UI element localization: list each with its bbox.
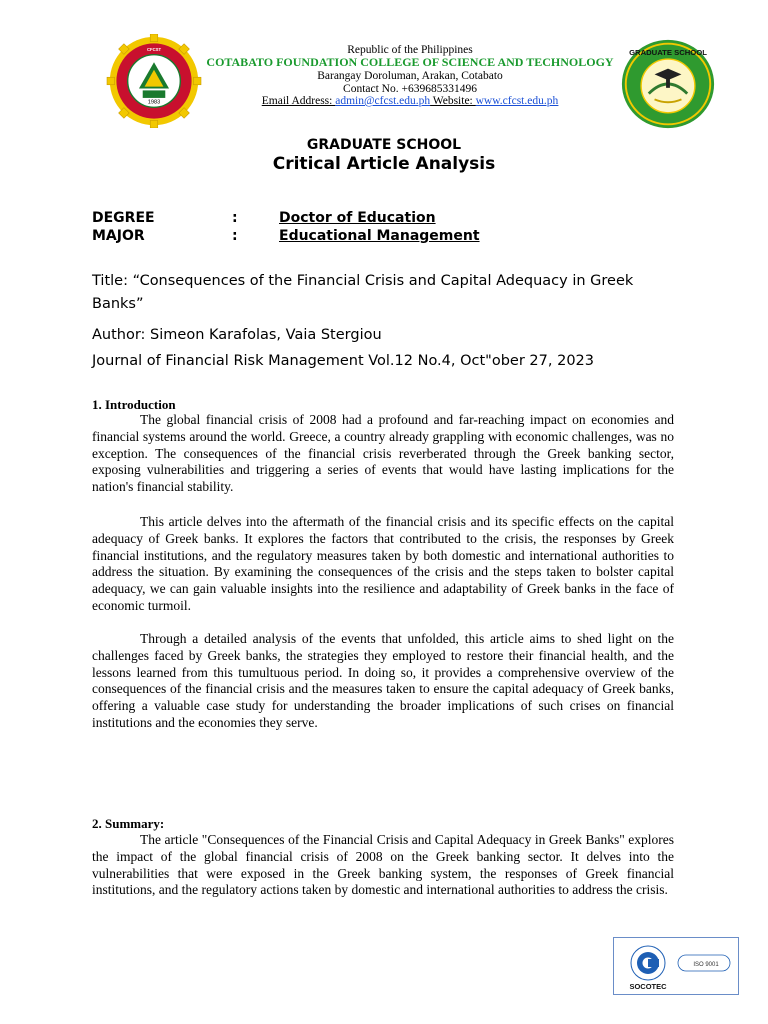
introduction-heading: 1. Introduction xyxy=(92,397,176,412)
summary-paragraph-1: The article "Consequences of the Financial Crisis and Capital Adequacy in Greek Banks" explores the impact of the global financial crisis of 2008 on the Greek banking sector. It delves into the vulnerabilities that were exposed in the Greek banking system, the responses of Greek financial institutions, and the regulatory actions taken by domestic and international authorities to address the crisis. xyxy=(92,832,674,898)
seal-year: 1983 xyxy=(147,99,161,106)
major-label: MAJOR xyxy=(92,228,145,244)
email-label: Email Address: xyxy=(261,95,336,107)
graduate-school-seal-logo xyxy=(618,36,718,132)
degree-colon: : xyxy=(232,210,238,226)
website-link[interactable]: www.cfcst.edu.ph xyxy=(475,95,559,107)
email-link[interactable]: admin@cfcst.edu.ph xyxy=(335,95,431,107)
gs-seal-label: GRADUATE SCHOOL xyxy=(629,48,707,58)
document-heading: Critical Article Analysis xyxy=(272,154,496,174)
socotec-certification-badge xyxy=(613,937,739,995)
header-college-name: COTABATO FOUNDATION COLLEGE OF SCIENCE AND TECHNOLOGY xyxy=(206,55,614,69)
article-title: Title: “Consequences of the Financial Crisis and Capital Adequacy in Greek Banks” xyxy=(92,273,634,312)
major-value: Educational Management xyxy=(279,228,480,244)
article-author: Author: Simeon Karafolas, Vaia Stergiou xyxy=(92,327,382,343)
introduction-paragraph-3: Through a detailed analysis of the events that unfolded, this article aims to shed light on the challenges faced by Greek banks, the strategies they employed to restore their financial health, and the lessons learned from this tumultuous period. In doing so, it provides a comprehensive overview of the consequences of the financial crisis and the measures taken to ensure the capital adequacy of Greek banks, offering a valuable case study for understanding the broader implications of such crises on financial institutions and the economies they serve. xyxy=(92,631,674,730)
header-republic: Republic of the Philippines xyxy=(347,44,473,56)
introduction-paragraph-2: This article delves into the aftermath of the financial crisis and its specific effects on the capital adequacy of Greek banks. It explores the factors that contributed to the crisis, the responses by Greek financial institutions, and the regulatory measures taken by both domestic and international authorities to address the situation. By examining the consequences of the crisis and the steps taken to bolster capital adequacy, we can gain valuable insights into the resilience and adaptability of Greek banks in the face of economic turmoil. xyxy=(92,514,674,613)
degree-value: Doctor of Education xyxy=(279,210,436,226)
degree-label: DEGREE xyxy=(92,210,155,226)
svg-text:CFCST: CFCST xyxy=(146,46,162,52)
iso-standard: ISO 9001 xyxy=(693,962,719,968)
major-colon: : xyxy=(232,228,238,244)
header-address: Barangay Doroluman, Arakan, Cotabato xyxy=(317,70,503,82)
article-journal: Journal of Financial Risk Management Vol.12 No.4, Oct"ober 27, 2023 xyxy=(92,353,594,369)
socotec-brand: SOCOTEC xyxy=(629,982,667,991)
summary-heading: 2. Summary: xyxy=(92,816,165,831)
school-title: GRADUATE SCHOOL xyxy=(306,137,462,153)
socotec-logo xyxy=(614,938,738,994)
website-label: Website: xyxy=(430,95,476,107)
header-contact: Contact No. +639685331496 xyxy=(343,83,477,95)
introduction-paragraph-1: The global financial crisis of 2008 had a profound and far-reaching impact on economies and financial systems around the world. Greece, a country already grappling with economic challenges, was no exception. The consequences of the financial crisis reverberated through the Greek banking sector, exposing vulnerabilities and triggering a series of events that would have lasting implications for the nation's financial stability. xyxy=(92,412,674,495)
header-email-line xyxy=(180,95,640,108)
